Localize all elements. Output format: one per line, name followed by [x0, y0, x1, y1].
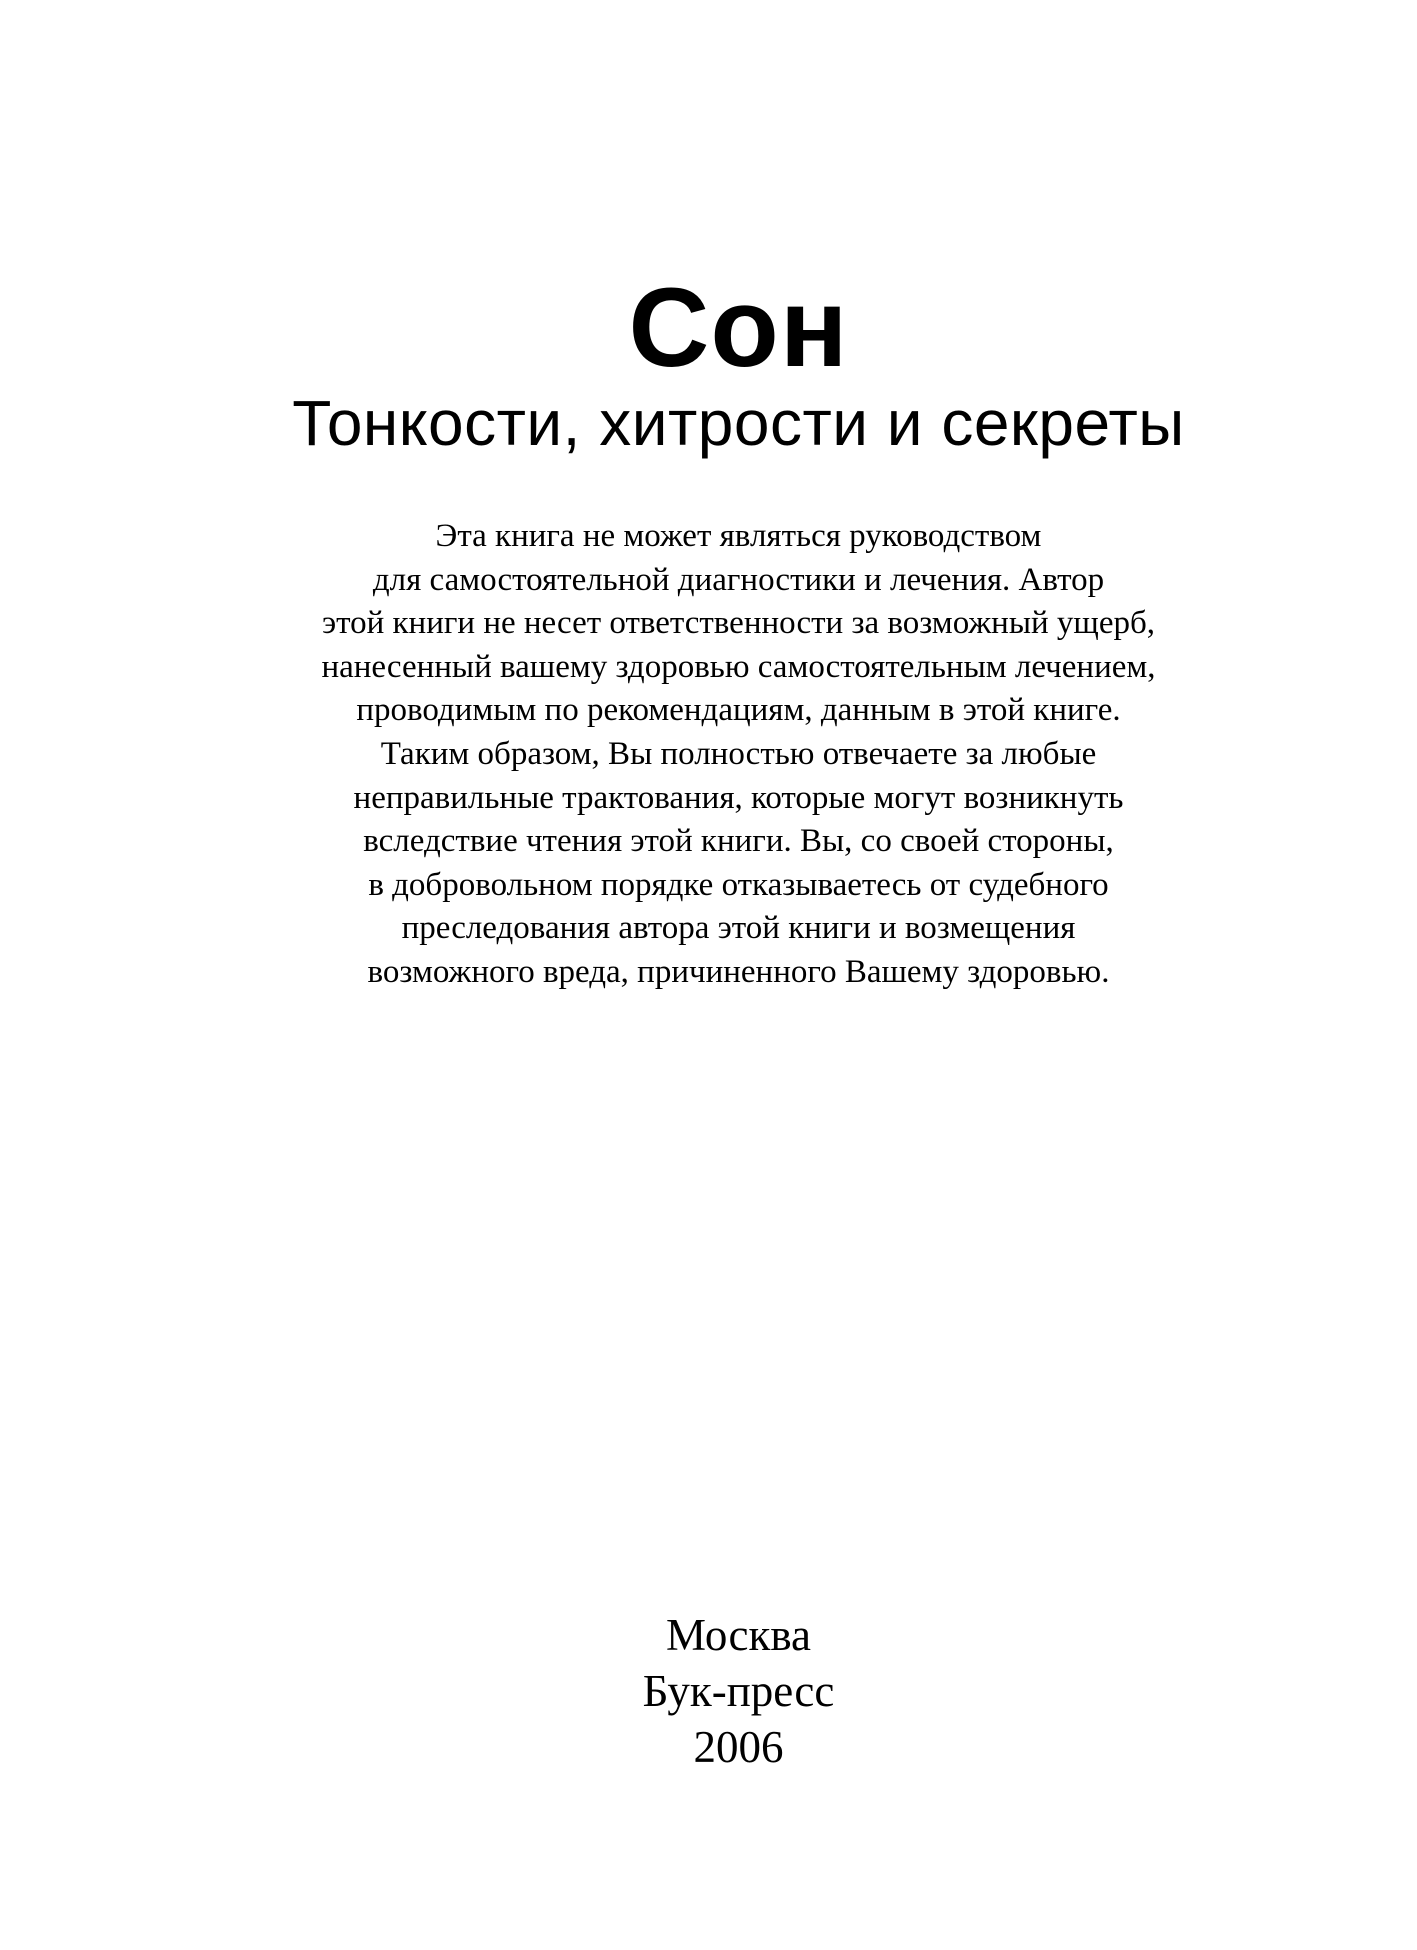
book-title: Сон	[628, 265, 849, 390]
disclaimer-line: в добровольном порядке отказываетесь от судебного	[368, 866, 1109, 903]
disclaimer-line: вследствие чтения этой книги. Вы, со своей стороны,	[363, 823, 1114, 860]
disclaimer-line: проводимым по рекомендациям, данным в этой книге.	[356, 692, 1121, 729]
disclaimer-line: этой книги не несет ответственности за возможный ущерб,	[321, 605, 1156, 642]
disclaimer-line: Эта книга не может являться руководством	[435, 518, 1042, 554]
disclaimer-line: возможного вреда, причиненного Вашему здоровью.	[367, 953, 1110, 990]
book-subtitle: Тонкости, хитрости и секреты	[292, 387, 1185, 459]
disclaimer-line: преследования автора этой книги и возмещения	[401, 910, 1076, 947]
disclaimer-text	[30, 515, 1417, 995]
imprint-block	[30, 1607, 1417, 1775]
disclaimer-line: нанесенный вашему здоровью самостоятельным лечением,	[321, 648, 1156, 685]
imprint-year: 2006	[693, 1722, 784, 1772]
imprint-publisher: Бук-пресс	[642, 1666, 835, 1716]
disclaimer-line: для самостоятельной диагностики и лечения. Автор	[372, 561, 1105, 598]
imprint-city: Москва	[666, 1610, 811, 1660]
disclaimer-line: неправильные трактования, которые могут возникнуть	[353, 779, 1124, 816]
disclaimer-line: Таким образом, Вы полностью отвечаете за любые	[380, 735, 1097, 772]
